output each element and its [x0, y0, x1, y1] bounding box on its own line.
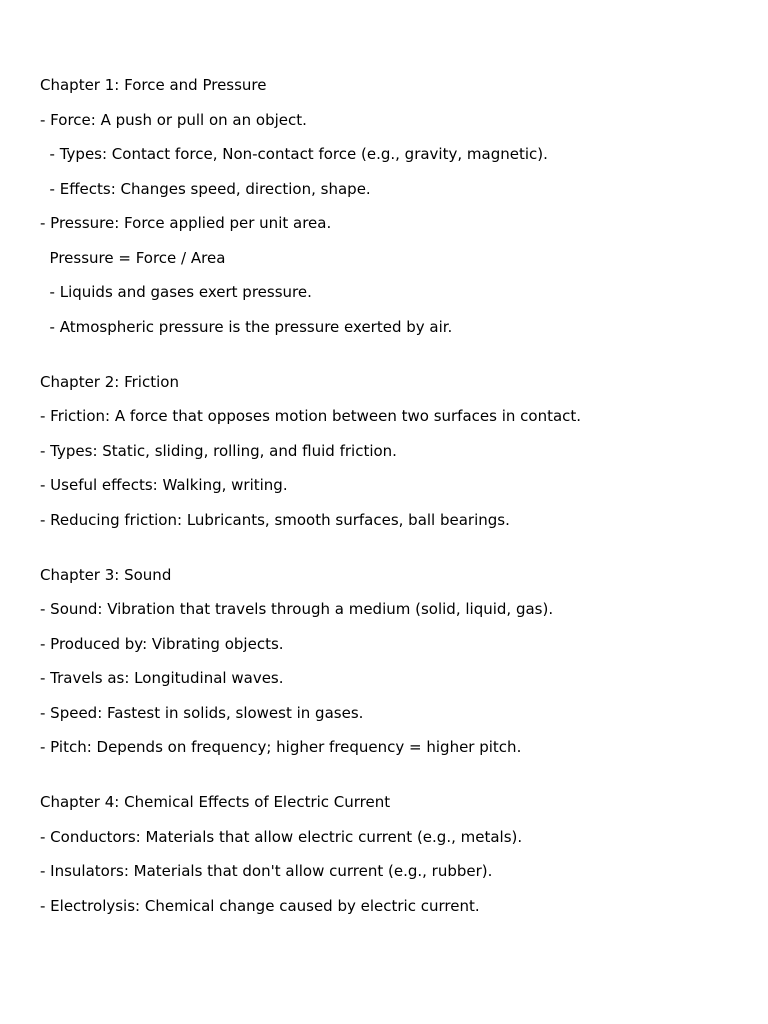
chapter-1-line: - Liquids and gases exert pressure.: [40, 283, 312, 301]
chapter-3-line: - Travels as: Longitudinal waves.: [40, 669, 284, 687]
chapter-2-section: [40, 372, 740, 530]
chapter-2-line: - Friction: A force that opposes motion between two surfaces in contact.: [40, 407, 582, 425]
chapter-4-line: - Conductors: Materials that allow electric current (e.g., metals).: [40, 827, 523, 846]
chapter-4-section: [40, 792, 740, 916]
chapter-4-line: - Insulators: Materials that don't allow current (e.g., rubber).: [40, 862, 493, 880]
chapter-1-line: - Pressure: Force applied per unit area.: [40, 214, 332, 232]
chapter-4-heading: Chapter 4: Chemical Effects of Electric Current: [40, 793, 391, 811]
chapter-3-line: - Speed: Fastest in solids, slowest in gases.: [40, 703, 364, 722]
chapter-2-heading: Chapter 2: Friction: [40, 372, 179, 391]
chapter-1-heading: Chapter 1: Force and Pressure: [40, 76, 267, 94]
pressure-formula: Pressure = Force / Area: [40, 248, 226, 267]
chapter-1-line: - Types: Contact force, Non-contact force (e.g., gravity, magnetic).: [40, 145, 548, 163]
chapter-2-line: - Types: Static, sliding, rolling, and fluid friction.: [40, 441, 397, 460]
chapter-1-line: - Force: A push or pull on an object.: [40, 110, 307, 129]
chapter-1-line: - Atmospheric pressure is the pressure exerted by air.: [40, 317, 453, 336]
chapter-3-heading: Chapter 3: Sound: [40, 565, 172, 584]
chapter-2-line: - Reducing friction: Lubricants, smooth surfaces, ball bearings.: [40, 510, 510, 529]
chapter-2-line: - Useful effects: Walking, writing.: [40, 476, 288, 494]
document-body: [40, 75, 740, 930]
chapter-1-line: - Effects: Changes speed, direction, shape.: [40, 179, 371, 198]
chapter-3-line: - Produced by: Vibrating objects.: [40, 634, 284, 653]
chapter-3-section: [40, 565, 740, 758]
chapter-1-section: [40, 75, 740, 337]
chapter-3-line: - Pitch: Depends on frequency; higher frequency = higher pitch.: [40, 738, 522, 756]
chapter-4-line: - Electrolysis: Chemical change caused by electric current.: [40, 896, 480, 915]
chapter-3-line: - Sound: Vibration that travels through a medium (solid, liquid, gas).: [40, 600, 554, 618]
